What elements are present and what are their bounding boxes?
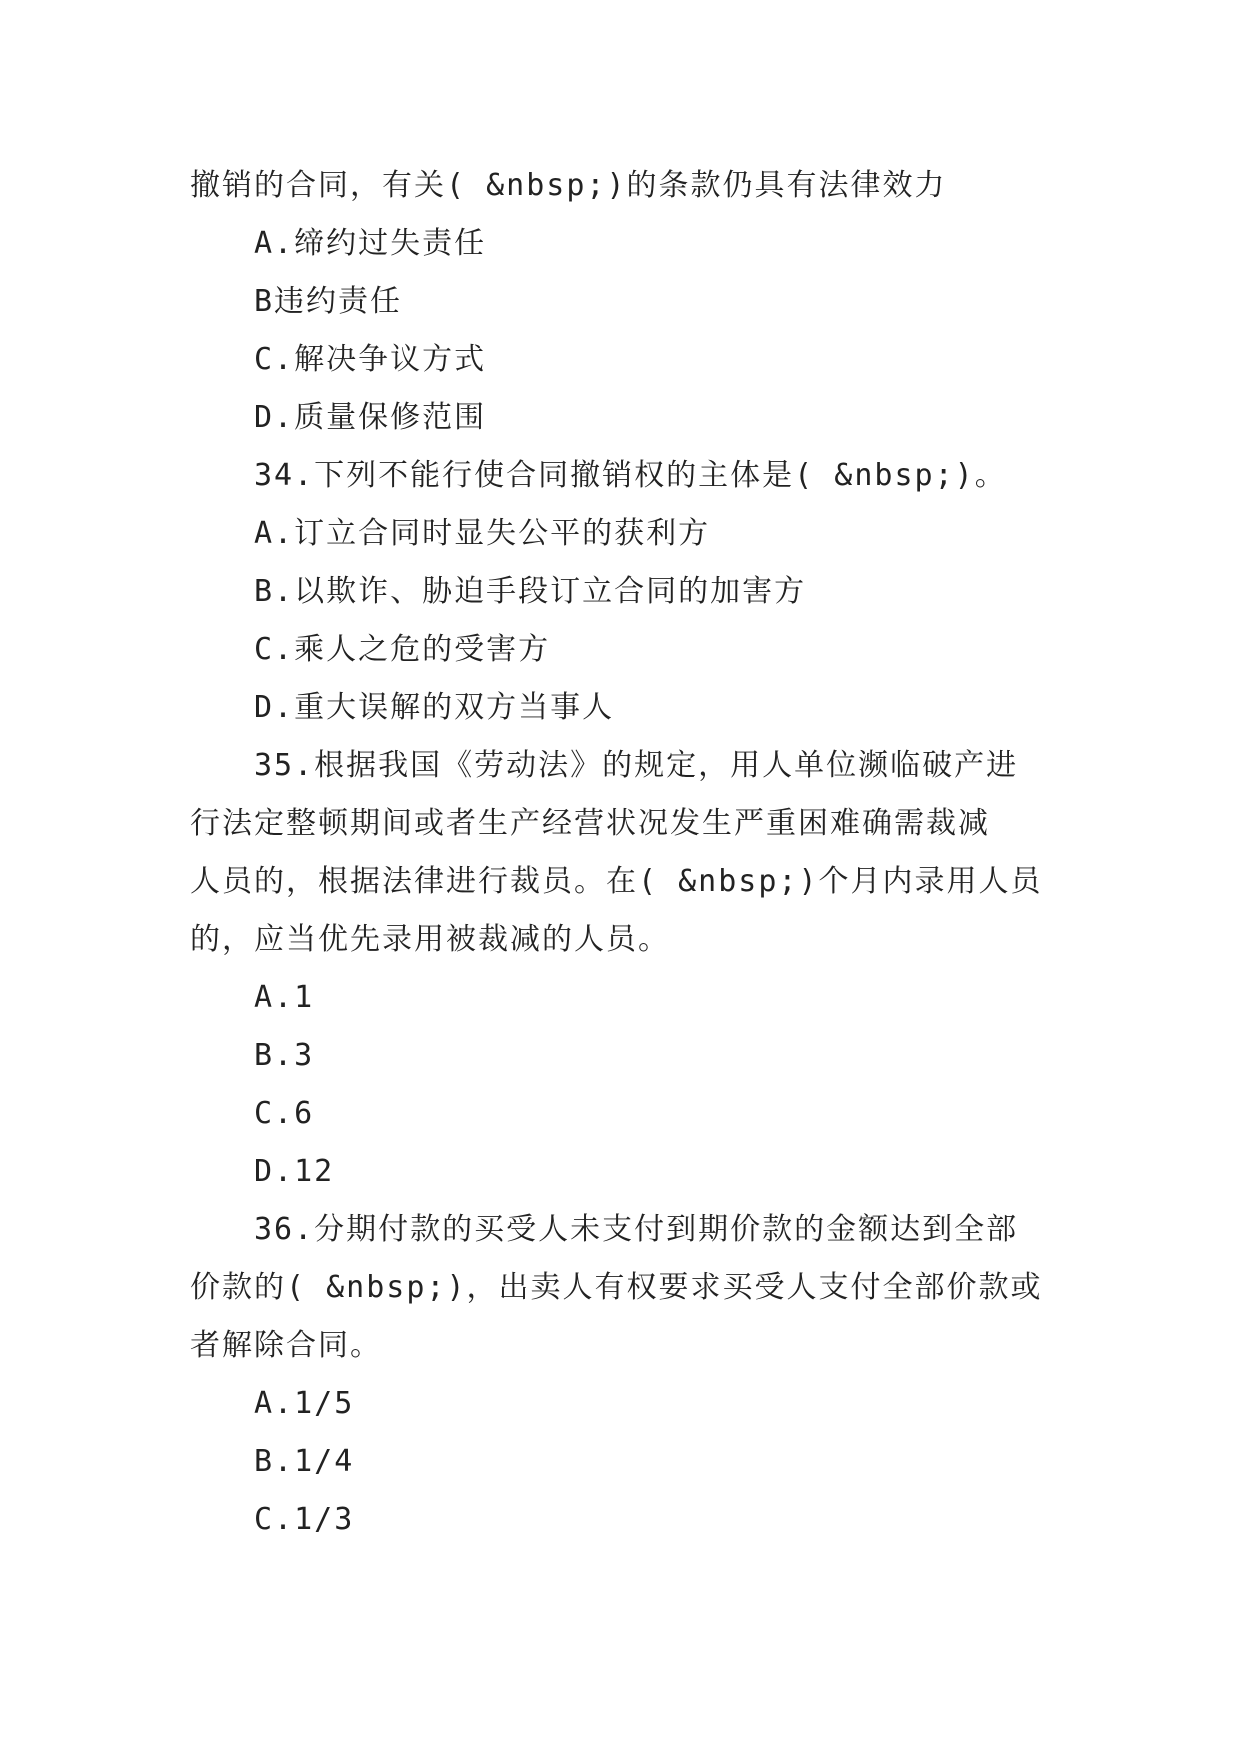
option-line: C.乘人之危的受害方 xyxy=(254,632,551,667)
option-line: C.解决争议方式 xyxy=(254,342,487,377)
option-line: A.1/5 xyxy=(254,1386,355,1421)
option-line: C.6 xyxy=(254,1096,315,1131)
text-line: 人员的，根据法律进行裁员。在( &nbsp;)个月内录用人员 xyxy=(190,864,1043,899)
question-line: 36.分期付款的买受人未支付到期价款的金额达到全部 xyxy=(254,1212,1019,1247)
option-line: D.12 xyxy=(254,1154,335,1189)
option-line: A.1 xyxy=(254,980,315,1015)
question-line: 34.下列不能行使合同撤销权的主体是( &nbsp;)。 xyxy=(254,458,1007,493)
question-line: 35.根据我国《劳动法》的规定，用人单位濒临破产进 xyxy=(254,748,1019,783)
option-line: D.重大误解的双方当事人 xyxy=(254,690,615,725)
option-line: A.订立合同时显失公平的获利方 xyxy=(254,516,711,551)
text-line: 的，应当优先录用被裁减的人员。 xyxy=(190,922,670,957)
option-line: B.1/4 xyxy=(254,1444,355,1479)
option-line: A.缔约过失责任 xyxy=(254,226,487,261)
text-line: 撤销的合同，有关( &nbsp;)的条款仍具有法律效力 xyxy=(190,168,947,203)
option-line: B违约责任 xyxy=(254,284,403,319)
text-line: 行法定整顿期间或者生产经营状况发生严重困难确需裁减 xyxy=(190,806,990,841)
text-line: 者解除合同。 xyxy=(190,1328,382,1363)
option-line: B.以欺诈、胁迫手段订立合同的加害方 xyxy=(254,574,807,609)
option-line: C.1/3 xyxy=(254,1502,355,1537)
option-line: D.质量保修范围 xyxy=(254,400,487,435)
text-line: 价款的( &nbsp;)，出卖人有权要求买受人支付全部价款或 xyxy=(190,1270,1043,1305)
option-line: B.3 xyxy=(254,1038,315,1073)
